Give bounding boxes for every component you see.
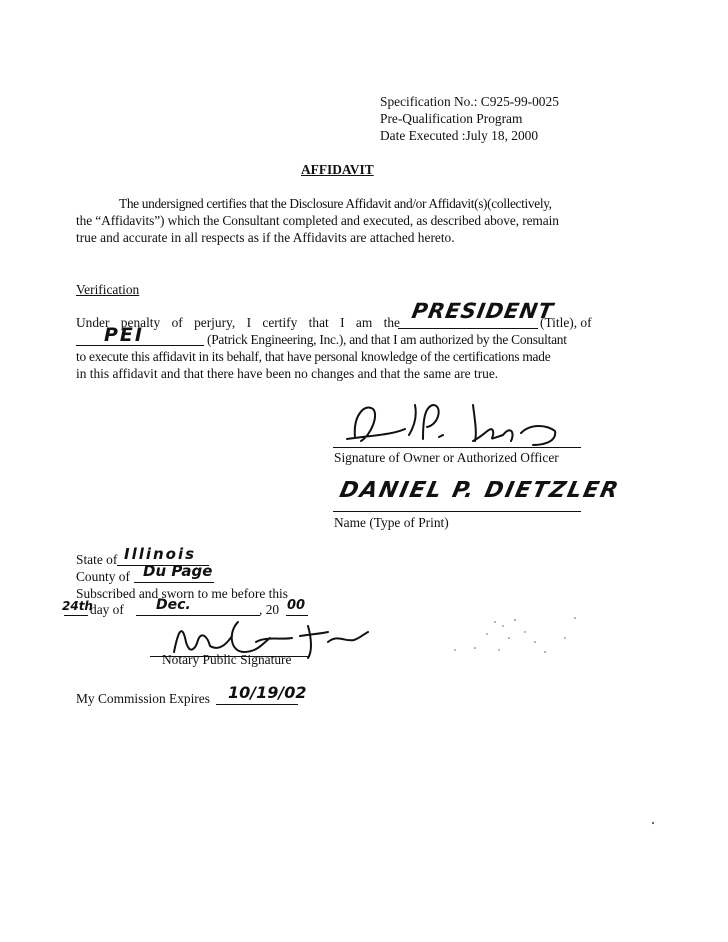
- verification-line-3: to execute this affidavit in its behalf, that have personal knowledge of the certifications made: [76, 349, 551, 364]
- name-label: Name (Type of Print): [334, 515, 449, 530]
- notary-seal-remnants: [425, 612, 585, 662]
- intro-line-3: true and accurate in all respects as if the Affidavits are attached hereto.: [76, 230, 455, 245]
- notary-signature-label: Notary Public Signature: [162, 652, 292, 667]
- intro-line-2: the “Affidavits”) which the Consultant completed and executed, as described above, remain: [76, 213, 559, 228]
- handwritten-county: Du Page: [143, 562, 213, 580]
- company-suffix: (Patrick Engineering, Inc.), and that I am authorized by the Consultant: [207, 332, 567, 347]
- verification-heading: Verification: [76, 282, 140, 297]
- program-name: Pre-Qualification Program: [380, 111, 523, 126]
- handwritten-title: PRESIDENT: [409, 299, 556, 323]
- handwritten-month: Dec.: [156, 597, 191, 613]
- year-prefix: , 20: [259, 602, 280, 617]
- title-underline: [398, 328, 538, 329]
- county-label: County of: [76, 569, 130, 584]
- commission-label: My Commission Expires: [76, 691, 210, 706]
- officer-signature: [335, 395, 575, 455]
- specification-number: Specification No.: C925-99-0025: [380, 94, 559, 109]
- verification-line-1: Under penalty of perjury, I certify that I am the: [76, 315, 400, 330]
- handwritten-year: 00: [287, 598, 306, 613]
- handwritten-day: 24th: [62, 599, 93, 613]
- state-label: State of: [76, 552, 118, 567]
- date-executed: Date Executed :July 18, 2000: [380, 128, 539, 143]
- intro-line-1: The undersigned certifies that the Disclosure Affidavit and/or Affidavit(s)(collectively,: [119, 196, 552, 211]
- verification-line-4: in this affidavit and that there have been no changes and that the same are true.: [76, 366, 499, 381]
- commission-underline: [216, 704, 298, 705]
- officer-signature-label: Signature of Owner or Authorized Officer: [334, 450, 559, 465]
- title-suffix: (Title), of: [540, 315, 592, 330]
- subscribed-text: Subscribed and sworn to me before this: [76, 586, 288, 601]
- officer-signature-line: [333, 447, 581, 448]
- day-underline: [64, 615, 88, 616]
- handwritten-state: Illinois: [124, 545, 197, 563]
- handwritten-name: DANIEL P. DIETZLER: [337, 478, 623, 503]
- day-label: day of: [90, 602, 124, 617]
- handwritten-commission: 10/19/02: [228, 683, 307, 702]
- name-line: [333, 511, 581, 512]
- document-title: AFFIDAVIT: [301, 162, 374, 177]
- page-speck: [648, 818, 658, 828]
- county-underline: [134, 582, 214, 583]
- handwritten-company: PEI: [104, 324, 144, 346]
